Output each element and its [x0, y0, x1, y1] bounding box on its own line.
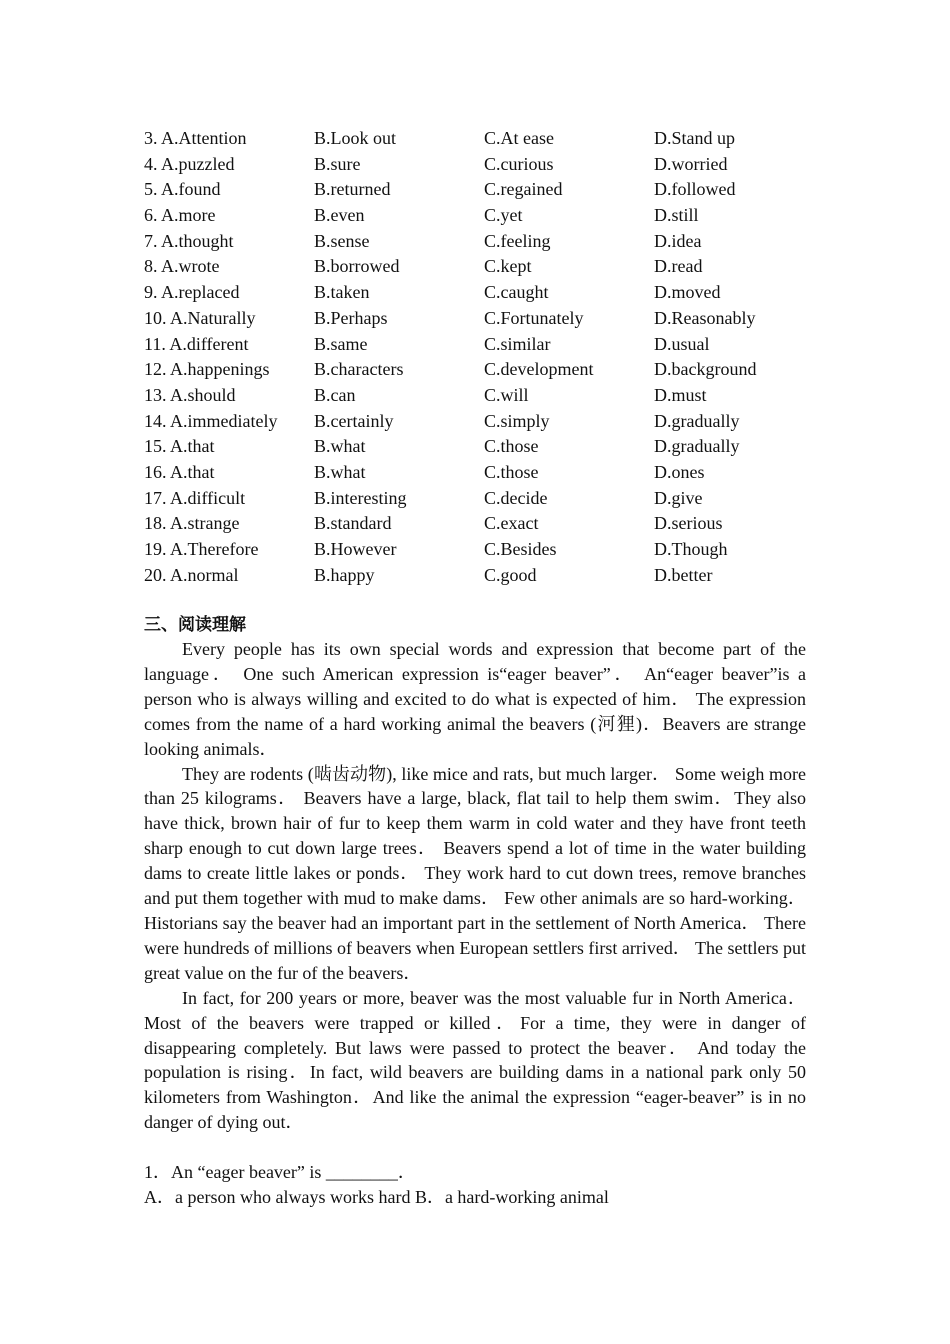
option-d: D.still [654, 205, 699, 226]
option-b: B.taken [314, 282, 370, 303]
option-a: 10. A.Naturally [144, 307, 256, 328]
question-1 [144, 1160, 806, 1210]
option-row [144, 537, 824, 563]
option-d: D.ones [654, 461, 705, 482]
option-row [144, 152, 824, 178]
passage-paragraph: In fact, for 200 years or more, beaver was the most valuable fur in North America．Most of the beavers were trapped or killed．For a time, they were in danger of disappearing completely. But laws were passed to protect the beaver． And today the population is rising．In fact, wild beavers are building dams in a national park only 50 kilometers from Washington．And like the animal the expression “eager-beaver” is in no danger of dying out． [144, 987, 806, 1133]
option-b: B.happy [314, 564, 375, 585]
option-c: C.curious [484, 153, 554, 174]
passage-paragraph: They are rodents (啮齿动物), like mice and rats, but much larger． Some weigh more than 25 kilograms． Beavers have a large, black, flat tail to help them swim．They also have thick, brown hair of fur to keep them warm in cold water and they have front teeth sharp enough to cut down large trees． Beavers spend a lot of time in the water building dams to create little lakes or ponds． They work hard to cut down trees, remove branches and put them together with mud to make dams． Few other animals are so hard-working． Historians say the beaver had an important part in the settlement of North America． There were hundreds of millions of beavers when European settlers first arrived． The settlers put great value on the fur of the beavers． [144, 763, 806, 983]
option-d: D.background [654, 359, 757, 380]
option-c: C.similar [484, 333, 551, 354]
option-d: D.gradually [654, 436, 740, 457]
option-a: 18. A.strange [144, 513, 240, 534]
option-d: D.Reasonably [654, 307, 756, 328]
option-d: D.Though [654, 539, 728, 559]
option-c: C.development [484, 359, 594, 380]
option-c: C.Besides [484, 539, 557, 559]
option-row [144, 203, 824, 229]
option-c: C.exact [484, 513, 539, 534]
option-row [144, 254, 824, 280]
option-c: C.Fortunately [484, 307, 584, 328]
option-d: D.usual [654, 333, 710, 354]
option-d: D.moved [654, 282, 721, 303]
option-c: C.feeling [484, 230, 551, 251]
option-row [144, 126, 824, 152]
cloze-options-table [144, 126, 824, 588]
option-d: D.give [654, 487, 703, 508]
option-row [144, 563, 824, 589]
option-row [144, 409, 824, 435]
option-c: C.simply [484, 410, 550, 431]
option-a: 11. A.different [144, 333, 249, 354]
option-d: D.followed [654, 179, 736, 200]
option-a: 8. A.wrote [144, 256, 220, 277]
option-a: 14. A.immediately [144, 410, 278, 431]
option-a: 20. A.normal [144, 564, 239, 585]
option-a: 5. A.found [144, 179, 221, 200]
question-options: A．a person who always works hard B．a hard-working animal [144, 1187, 609, 1207]
option-d: D.must [654, 384, 707, 405]
option-b: B.standard [314, 513, 392, 534]
option-row [144, 177, 824, 203]
option-c: C.will [484, 384, 529, 405]
option-a: 3. A.Attention [144, 128, 247, 148]
option-row [144, 357, 824, 383]
option-row [144, 511, 824, 537]
option-d: D.better [654, 564, 713, 585]
option-d: D.worried [654, 153, 728, 174]
option-c: C.caught [484, 282, 549, 303]
section-title: 三、阅读理解 [144, 615, 246, 635]
option-b: B.certainly [314, 410, 394, 431]
option-a: 16. A.that [144, 461, 215, 482]
option-row [144, 486, 824, 512]
option-a: 19. A.Therefore [144, 539, 259, 559]
option-c: C.At ease [484, 128, 554, 148]
option-c: C.yet [484, 205, 523, 226]
option-a: 15. A.that [144, 436, 215, 457]
option-row [144, 383, 824, 409]
option-c: C.decide [484, 487, 548, 508]
option-row [144, 280, 824, 306]
option-b: B.However [314, 539, 397, 559]
passage-paragraph: Every people has its own special words and expression that become part of the language． One such American expression is“eager beaver”． An“eager beaver”is a person who is always willing and excited to do what is expected of him． The expression comes from the name of a hard working animal the beavers (河狸)．Beavers are strange looking animals． [144, 639, 806, 759]
option-b: B.same [314, 333, 368, 354]
question-stem: 1．An “eager beaver” is ________． [144, 1162, 416, 1182]
option-b: B.sure [314, 153, 361, 174]
option-row [144, 332, 824, 358]
option-b: B.borrowed [314, 256, 400, 277]
option-c: C.good [484, 564, 537, 585]
option-a: 4. A.puzzled [144, 153, 235, 174]
option-a: 7. A.thought [144, 230, 234, 251]
option-b: B.even [314, 205, 365, 226]
option-b: B.characters [314, 359, 404, 380]
option-c: C.kept [484, 256, 532, 277]
option-b: B.what [314, 461, 366, 482]
option-b: B.Perhaps [314, 307, 388, 328]
option-row [144, 460, 824, 486]
option-a: 9. A.replaced [144, 282, 240, 303]
option-a: 6. A.more [144, 205, 216, 226]
option-row [144, 306, 824, 332]
option-d: D.read [654, 256, 703, 277]
option-b: B.can [314, 384, 356, 405]
option-row [144, 229, 824, 255]
option-d: D.serious [654, 513, 723, 534]
option-b: B.sense [314, 230, 370, 251]
reading-passage [144, 637, 806, 1135]
option-row [144, 434, 824, 460]
option-d: D.idea [654, 230, 702, 251]
option-b: B.what [314, 436, 366, 457]
option-b: B.Look out [314, 128, 397, 148]
option-c: C.regained [484, 179, 563, 200]
option-a: 12. A.happenings [144, 359, 270, 380]
option-b: B.returned [314, 179, 391, 200]
option-d: D.Stand up [654, 128, 735, 148]
option-a: 17. A.difficult [144, 487, 246, 508]
option-a: 13. A.should [144, 384, 236, 405]
option-c: C.those [484, 436, 539, 457]
option-c: C.those [484, 461, 539, 482]
option-d: D.gradually [654, 410, 740, 431]
option-b: B.interesting [314, 487, 407, 508]
